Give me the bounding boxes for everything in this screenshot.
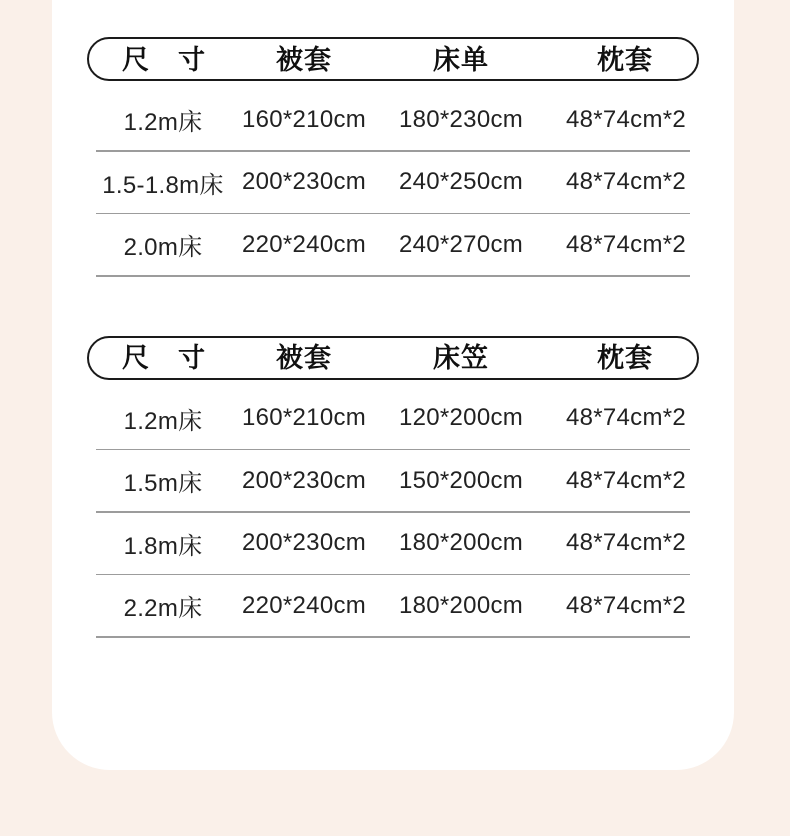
header-pillowcase: 枕套 xyxy=(597,343,653,373)
table-row xyxy=(87,513,699,574)
header-size: 尺 寸 xyxy=(122,44,206,75)
fitted-cell: 180*200cm xyxy=(398,529,524,556)
table-row xyxy=(87,152,699,213)
row-divider xyxy=(96,275,690,277)
table-row xyxy=(87,214,699,275)
header-duvet-cover: 被套 xyxy=(276,44,332,75)
fitted-cell: 180*200cm xyxy=(398,591,524,619)
size-cell: 1.8m床 xyxy=(123,532,203,560)
size-cell: 1.5m床 xyxy=(123,470,203,497)
duvet-cell: 160*210cm xyxy=(241,105,367,133)
table-row xyxy=(87,450,699,511)
table-row xyxy=(87,89,699,150)
size-cell: 1.2m床 xyxy=(123,407,203,435)
duvet-cell: 220*240cm xyxy=(241,230,367,258)
header-flat-sheet: 床单 xyxy=(433,44,489,75)
header-duvet-cover: 被套 xyxy=(276,343,332,373)
duvet-cell: 200*230cm xyxy=(241,466,367,494)
pillow-cell: 48*74cm*2 xyxy=(565,404,687,431)
fitted-sheet-size-table xyxy=(87,336,699,638)
pillow-cell: 48*74cm*2 xyxy=(565,168,687,195)
duvet-cell: 200*230cm xyxy=(241,168,367,195)
header-fitted-sheet: 床笠 xyxy=(433,343,489,373)
sheet-cell: 180*230cm xyxy=(398,105,524,133)
duvet-cell: 160*210cm xyxy=(241,404,367,431)
size-cell: 1.2m床 xyxy=(123,109,203,136)
pillow-cell: 48*74cm*2 xyxy=(565,466,687,494)
header-pillowcase: 枕套 xyxy=(597,44,653,75)
table-row xyxy=(87,388,699,449)
fitted-cell: 120*200cm xyxy=(398,404,524,431)
table-header-pill xyxy=(87,336,699,380)
sheet-size-table xyxy=(87,0,699,277)
duvet-cell: 200*230cm xyxy=(241,529,367,556)
sheet-cell: 240*250cm xyxy=(398,168,524,195)
size-cell: 2.2m床 xyxy=(123,595,203,622)
duvet-cell: 220*240cm xyxy=(241,591,367,619)
size-cell: 1.5-1.8m床 xyxy=(102,171,224,199)
table-header-pill xyxy=(87,37,699,81)
pillow-cell: 48*74cm*2 xyxy=(565,529,687,556)
size-chart-card xyxy=(52,0,734,770)
pillow-cell: 48*74cm*2 xyxy=(565,105,687,133)
pillow-cell: 48*74cm*2 xyxy=(565,591,687,619)
table-row xyxy=(87,575,699,636)
sheet-cell: 240*270cm xyxy=(398,230,524,258)
size-cell: 2.0m床 xyxy=(123,234,203,261)
header-size: 尺 寸 xyxy=(122,343,206,373)
pillow-cell: 48*74cm*2 xyxy=(565,230,687,258)
row-divider xyxy=(96,636,690,638)
fitted-cell: 150*200cm xyxy=(398,466,524,494)
